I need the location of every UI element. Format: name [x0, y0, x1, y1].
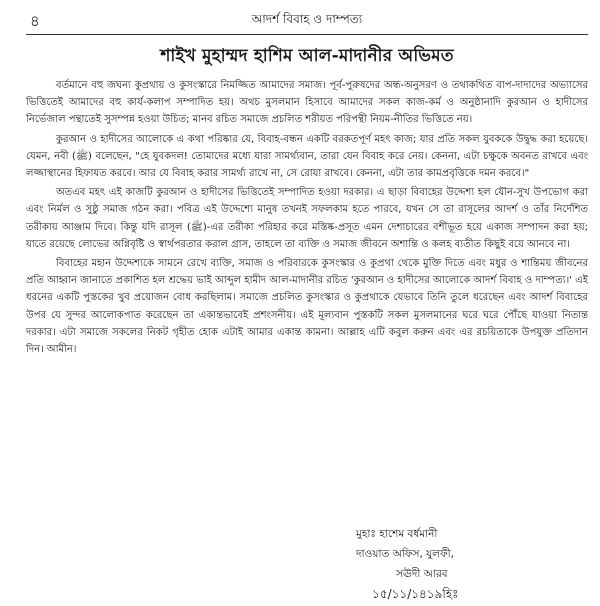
signatory-country: সঊদী আরব — [396, 568, 448, 580]
signatory-name: মুহাঃ হাশেম বর্ধমানী — [356, 528, 438, 540]
paragraph: বিবাহের মহান উদ্দেশ্যকে সামনে রেখে ব্যক্তি, সমাজ ও পরিবারকে কুসংস্কার ও কুপ্রথা থেকে মুক্তি দিতে এবং মধুর ও শান্তিময় জীবনের প্রতি আহ্বান জানাতে প্রকাশিত হল শ্রদ্ধেয় ভাই আব্দুল হামীদ আল-মাদানীর রচিত 'কুরআন ও হাদীসের আলোকে আদর্শ বিবাহ ও দাম্পত্য।' এই ধরনের একটি পুস্তকের খুব প্রয়োজন বোধ করছিলাম। সমাজে প্রচলিত কুসংস্কার ও কুপ্রথাকে যেভাবে তিনি তুলে ধরেছেন এবং আদর্শ বিবাহের উপর যে সুন্দর আলোকপাত করেছেন তা একান্তভাবেই প্রশংসনীয়। এই মূল্যবান পুস্তকটি সকল মুসলমানের ঘরে ঘরে পৌঁছে যাওয়া নিতান্ত দরকার। এটা সমাজে সকলের নিকট গৃহীত হোক এটাই আমার একান্ত কামনা। আল্লাহ এটি কবুল করুন এবং এর রচয়িতাকে উপযুক্ত প্রতিদান দিন। আমীন। — [26, 258, 588, 356]
paragraph: কুরআন ও হাদীসের আলোকে এ কথা পরিষ্কার যে, বিবাহ-বন্ধন একটি বরকতপূর্ণ মহৎ কাজ; যার প্রতি সকল যুবককে উদ্বুদ্ধ করা হয়েছে। যেমন, নবী (ﷺ) বলেছেন, "হে যুবকদল! তোমাদের মধ্যে যারা সামর্থ্যবান, তারা যেন বিবাহ করে নেয়। কেননা, এটা চক্ষুকে অবনত রাখবে এবং লজ্জাস্থানের হিফাযত করবে। আর যে বিবাহ করার সামর্থ্য রাখে না, সে রোযা রাখবে। কেননা, এটা তার কামপ্রবৃত্তিকে দমন করবে।" — [26, 133, 588, 180]
paragraph: অতএব মহৎ এই কাজটি কুরআন ও হাদীসের ভিত্তিতেই সম্পাদিত হওয়া দরকার। এ ছাড়া বিবাহের উদ্দেশ্য হল যৌন-সুখ উপভোগ করা এবং নির্মল ও সুষ্ঠু সমাজ গঠন করা। পবিত্র এই উদ্দেশ্যে মানুষ তখনই সফলকাম হতে পারবে, যখন সে তা রাসূলের আদর্শ ও তাঁর নির্দেশিত তরীকায় আঞ্জাম দিবে। কিন্তু যদি রাসূল (ﷺ)-এর তরীকা পরিহার করে মস্তিষ্ক-প্রসূত এমন দেশাচারের বশীভূত হয়ে একাজ সম্পাদন করা হয়; যাতে রয়েছে লোভের অগ্নিবৃষ্টি ও স্বার্থপরতার করাল গ্রাস, তাহলে তা ব্যক্তি ও সমাজ জীবনে অশান্তি ও কলহ ব্যতীত কিছুই বয়ে আনবে না। — [26, 187, 588, 250]
body-text — [26, 77, 588, 358]
signatory-office: দাওয়াত অফিস, যুলফী, — [356, 548, 455, 560]
page-number: ৪ — [30, 12, 40, 30]
section-title: শাইখ মুহাম্মদ হাশিম আল-মাদানীর অভিমত — [160, 46, 454, 66]
running-book-title: আদর্শ বিবাহ ও দাম্পত্য — [251, 12, 363, 26]
signature-date: ১৫/১১/১৪১৯হিঃ — [372, 587, 459, 601]
running-header — [26, 6, 588, 35]
signature-block — [356, 524, 459, 604]
paragraph: বর্তমানে বহু জঘন্য কুপ্রথায় ও কুসংস্কারে নিমজ্জিত আমাদের সমাজ। পূর্ব-পুরুষদের অন্ধ-অনুসরণ ও তথাকথিত বাপ-দাদাদের অভ্যাসের ভিত্তিতেই আমাদের বহু কার্য-কলাপ সম্পাদিত হয়। অথচ মুসলমান হিসাবে আমাদের সকল কাজ-কর্ম ও অনুষ্ঠানাদি কুরআন ও হাদীসের নির্ভেজাল পন্থাতেই সুসম্পন্ন হওয়া উচিত; মানব রচিত সমাজে প্রচলিত শরীয়ত পরিপন্থী নিয়ম-নীতির ভিত্তিতে নয়। — [26, 80, 588, 126]
book-page — [0, 6, 600, 606]
